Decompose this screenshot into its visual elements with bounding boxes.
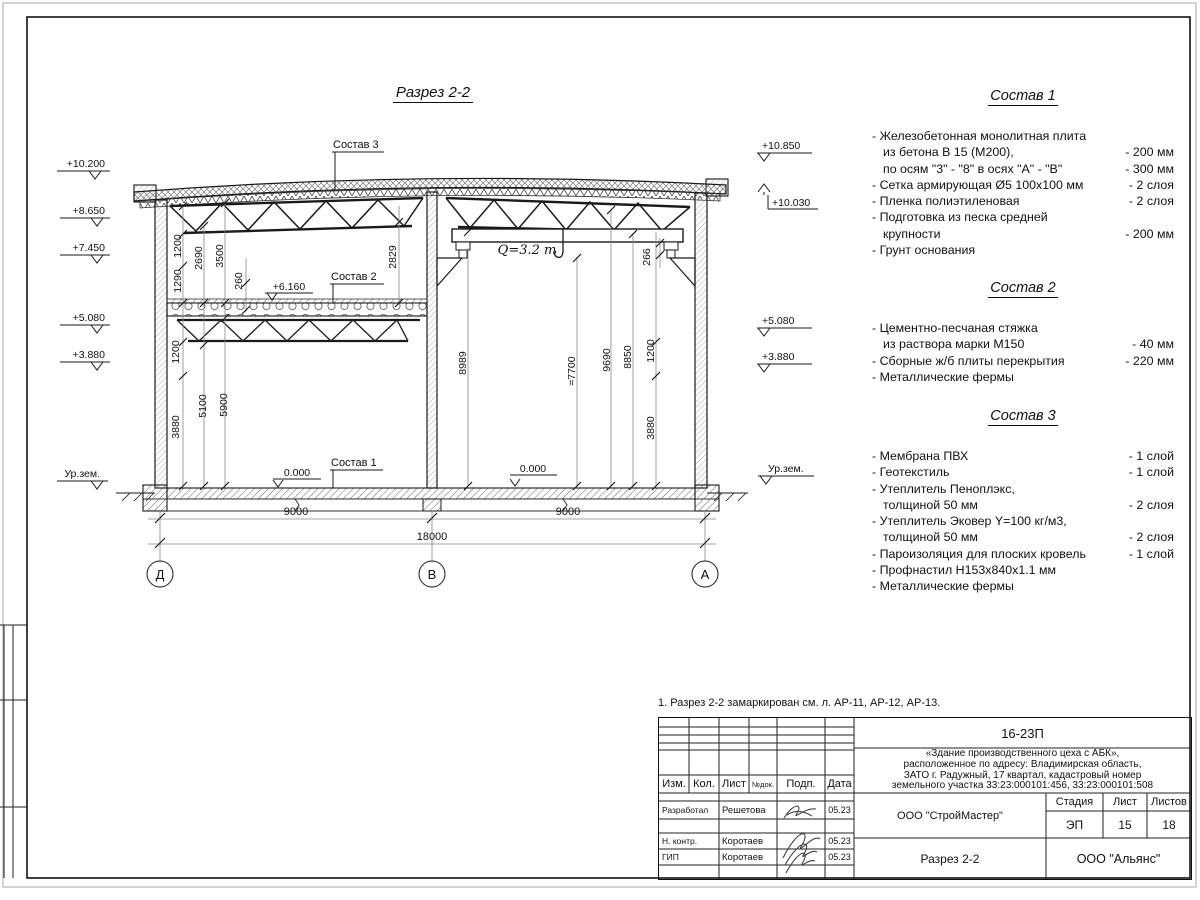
sheets-total: 18: [1162, 817, 1176, 832]
description-line: «Здание производственного цеха с АБК»,: [925, 748, 1120, 759]
elevation-marks-left: [57, 158, 110, 489]
dim-label: 1200: [170, 340, 182, 364]
sheet-note: 1. Разрез 2-2 замаркирован см. л. АР-11, АР-12, АР-13.: [658, 697, 941, 709]
dim-label: 9000: [555, 506, 581, 518]
item-text: - Цементно-песчаная стяжка: [872, 321, 1038, 335]
composition-title: Состав 3: [990, 408, 1056, 424]
revision-col-sign: Подп.: [786, 778, 816, 790]
level-label: +3.880: [72, 349, 105, 361]
dim-label: 3500: [214, 244, 226, 268]
ground-level-label: Ур.зем.: [768, 463, 804, 475]
item-value: - 1 слой: [1128, 449, 1174, 463]
role-label: Н. контр.: [662, 836, 698, 846]
revision-col-list: Лист: [722, 778, 746, 790]
description-line: расположенное по адресу: Владимирская область,: [903, 758, 1142, 770]
composition-list-1: [872, 88, 1174, 258]
item-value: [1168, 513, 1174, 529]
level-label: +8.650: [72, 205, 105, 217]
revision-col-date: Дата: [827, 778, 852, 790]
list-item: [872, 226, 1174, 242]
date-value: 05.23: [828, 836, 851, 846]
sheet-number: 15: [1118, 817, 1132, 832]
item-text: - Сборные ж/б плиты перекрытия: [872, 353, 1065, 368]
composition-list-2: [872, 280, 1174, 385]
revision-col-doc: №док.: [752, 779, 774, 789]
list-item: [872, 161, 1174, 177]
item-value: - 2 слоя: [1128, 497, 1174, 512]
list-item: [872, 177, 1174, 193]
item-value: [1168, 481, 1174, 497]
date-value: 05.23: [828, 852, 851, 862]
composition-leader-label: Состав 2: [331, 271, 377, 283]
composition-leader-label: Состав 3: [333, 139, 379, 151]
document-number: 16-23П: [1001, 725, 1044, 741]
title-block: [658, 717, 1192, 880]
floor-slab: [167, 488, 695, 499]
level-label: +10.030: [772, 197, 811, 209]
dim-label: 5900: [218, 393, 230, 417]
level-label: +10.850: [762, 140, 801, 152]
item-value: [1168, 209, 1174, 225]
level-label: 0.000: [519, 463, 547, 475]
organization-name: ООО "СтройМастер": [897, 809, 1003, 822]
item-text: - Мембрана ПВХ: [872, 449, 969, 463]
item-value: [1168, 128, 1174, 144]
dim-label: 260: [233, 272, 245, 290]
item-text: - Профнастил Н153х840х1.1 мм: [872, 563, 1057, 578]
list-item: [872, 209, 1174, 225]
item-value: [1168, 320, 1174, 336]
dim-label: 8989: [457, 351, 469, 375]
dim-label: 9690: [601, 348, 613, 372]
list-item: [872, 513, 1174, 529]
dimension-labels: [170, 234, 657, 440]
level-label: +3.880: [762, 351, 795, 363]
item-value: - 2 слоя: [1128, 530, 1174, 545]
item-text: - Железобетонная монолитная плита: [872, 129, 1087, 143]
item-text: - Металлические фермы: [872, 579, 1014, 594]
dim-label: 3880: [170, 415, 182, 439]
level-label: +10.200: [66, 158, 105, 170]
list-item: [872, 353, 1174, 369]
person-name: Решетова: [722, 804, 766, 816]
axis-label: А: [700, 567, 710, 582]
list-item: [872, 464, 1174, 480]
dim-label: 5100: [197, 394, 209, 418]
level-label: 0.000: [283, 467, 311, 479]
item-value: [1168, 578, 1174, 594]
wall-right: [695, 193, 707, 488]
item-text: по осям "3" - "8" в осях "А" - "В": [883, 161, 1063, 176]
list-item: [872, 562, 1174, 578]
dim-label: 3880: [645, 416, 657, 440]
list-item: [872, 320, 1174, 336]
wall-left: [155, 200, 167, 488]
composition-title: Состав 2: [990, 280, 1056, 296]
item-text: - Пароизоляция для плоских кровель: [872, 546, 1086, 561]
bracket-left: [437, 258, 462, 286]
item-text: - Сетка армирующая Ø5 100х100 мм: [872, 177, 1084, 192]
item-value: - 2 слоя: [1128, 194, 1174, 209]
item-text: - Геотекстиль: [872, 465, 950, 480]
item-value: - 200 мм: [1125, 145, 1174, 160]
role-label: ГИП: [662, 852, 679, 862]
composition-header: [872, 408, 1174, 426]
drawing-name: Разрез 2-2: [920, 851, 980, 866]
item-value: - 40 мм: [1132, 337, 1174, 352]
axis-labels: [156, 567, 710, 582]
stage-label: Стадия: [1055, 796, 1094, 808]
composition-header: [872, 88, 1174, 106]
description-line: земельного участка 33:23:000101:456, 33:23:000101:508: [891, 780, 1154, 792]
dim-label: 9000: [283, 506, 309, 518]
item-text: - Металлические фермы: [872, 369, 1014, 384]
crane-capacity-label: Q=3.2 т: [497, 243, 557, 258]
item-value: - 1 слой: [1128, 546, 1174, 561]
composition-leader-label: Состав 1: [331, 457, 377, 469]
item-value: [1168, 369, 1174, 385]
level-label: +6.160: [272, 281, 306, 293]
mezzanine-slab: [167, 303, 427, 316]
item-value: - 2 слоя: [1128, 177, 1174, 192]
item-text: толщиной 50 мм: [883, 530, 978, 545]
item-value: - 300 мм: [1125, 161, 1174, 176]
revision-col-kol: Кол.: [693, 778, 715, 790]
sheet-label: Лист: [1113, 796, 1137, 808]
item-value: [1168, 562, 1174, 578]
dim-label: 1200: [172, 234, 184, 258]
drawing-title: [378, 84, 488, 103]
list-item: [872, 481, 1174, 497]
description-line: ЗАТО г. Радужный, 17 квартал, кадастровый номер: [903, 769, 1142, 781]
list-item: [872, 546, 1174, 562]
list-item: [872, 529, 1174, 545]
revision-col-izm: Изм.: [662, 778, 686, 790]
roof-truss-right: [446, 198, 690, 232]
dim-label: 1200: [645, 339, 657, 363]
item-text: - Подготовка из песка средней: [872, 210, 1048, 225]
item-text: толщиной 50 мм: [883, 497, 978, 512]
project-description: [854, 748, 1191, 793]
item-text: из раствора марки М150: [883, 337, 1025, 352]
mezzanine-truss: [177, 320, 420, 341]
list-item: [872, 242, 1174, 258]
item-text: - Утеплитель Пеноплэкс,: [872, 481, 1015, 496]
item-value: - 1 слой: [1128, 465, 1174, 480]
person-name: Коротаев: [722, 835, 764, 847]
level-label: +5.080: [72, 312, 105, 324]
ground-level-label: Ур.зем.: [64, 468, 100, 480]
signature: [783, 806, 820, 873]
date-value: 05.23: [828, 805, 851, 815]
customer-name: ООО "Альянс": [1076, 851, 1161, 866]
dim-label: 1290: [172, 269, 184, 293]
list-item: [872, 497, 1174, 513]
list-item: [872, 193, 1174, 209]
stage-value: ЭП: [1065, 817, 1084, 832]
dim-label: 18000: [416, 531, 448, 543]
elevation-marks-right: [757, 140, 818, 484]
item-value: [1168, 242, 1174, 258]
dim-label: 2829: [387, 245, 399, 269]
item-text: из бетона В 15 (М200),: [883, 145, 1014, 160]
drawing-title-text: Разрез 2-2: [393, 84, 473, 103]
side-stamp: [0, 625, 27, 878]
item-value: - 200 мм: [1125, 226, 1174, 241]
list-item: [872, 578, 1174, 594]
sheets-label: Листов: [1151, 796, 1187, 808]
dim-label: 8850: [622, 345, 634, 369]
dim-label: ≈7700: [566, 356, 578, 386]
item-text: - Грунт основания: [872, 243, 976, 258]
list-item: [872, 128, 1174, 144]
dim-label: 266: [641, 248, 653, 266]
role-label: Разработал: [662, 805, 709, 815]
person-name: Коротаев: [722, 851, 764, 863]
dim-label: 2690: [193, 246, 205, 270]
axis-label: Д: [155, 567, 165, 582]
item-text: - Пленка полиэтиленовая: [872, 194, 1020, 209]
list-item: [872, 336, 1174, 352]
composition-title: Состав 1: [990, 88, 1056, 104]
bracket-right: [670, 258, 695, 286]
list-item: [872, 448, 1174, 464]
axis-label: В: [427, 567, 437, 582]
composition-list-3: [872, 408, 1174, 595]
list-item: [872, 369, 1174, 385]
item-text: - Утеплитель Эковер Y=100 кг/м3,: [872, 514, 1067, 529]
composition-header: [872, 280, 1174, 298]
level-label: +7.450: [72, 242, 105, 254]
item-text: крупности: [883, 226, 941, 241]
item-value: - 220 мм: [1125, 353, 1174, 368]
list-item: [872, 144, 1174, 160]
crane-beam: [452, 229, 683, 242]
column-middle: [427, 192, 437, 488]
level-label: +5.080: [762, 315, 795, 327]
